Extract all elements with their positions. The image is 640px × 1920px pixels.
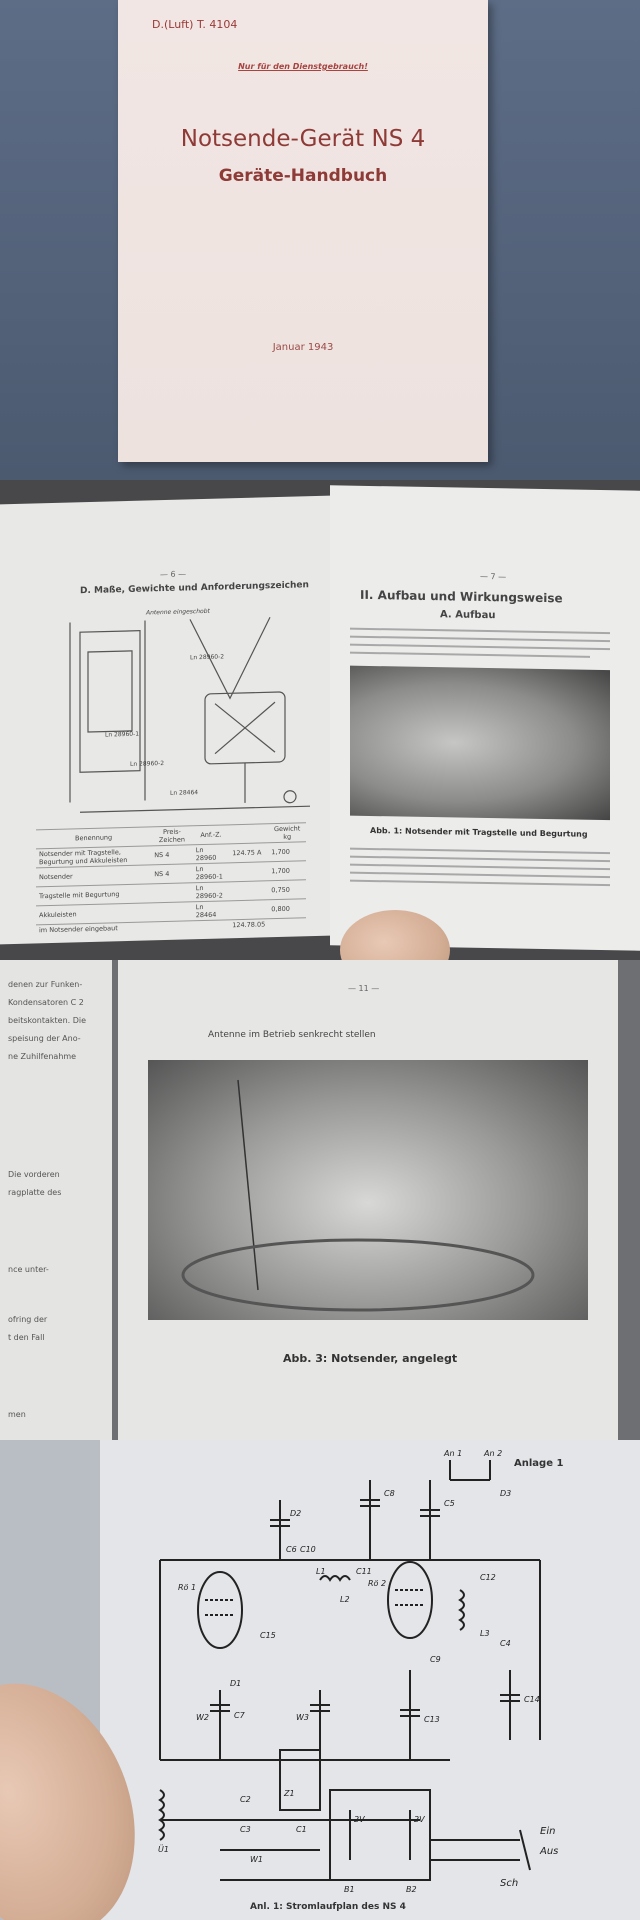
figure-caption: Abb. 1: Notsender mit Tragstelle und Begurtung [370,825,588,839]
dimension-diagram [40,596,320,828]
table-header: Anf.-Z. [193,825,229,845]
component-label: C5 [444,1499,455,1508]
section-heading: A. Aufbau [440,609,496,622]
diagram-label: Ln 28960-2 [190,653,225,662]
switch-label: Sch [500,1878,519,1889]
page-number: — 7 — [480,571,507,582]
component-label: C4 [500,1639,511,1648]
component-label: C12 [480,1573,496,1582]
component-label: Ü1 [158,1845,169,1854]
component-label: D2 [290,1509,302,1518]
table-row: Notsender NS 4 Ln 28960-1 1,700 [36,861,306,887]
component-label: C14 [524,1695,540,1704]
component-label: W3 [296,1713,309,1722]
component-label: C10 [300,1545,316,1554]
component-label: An 1 [444,1449,463,1458]
photo-circuit-diagram [0,1440,640,1920]
right-page [118,960,618,1440]
diagram-label: Ln 28464 [169,789,199,797]
component-label: W1 [250,1855,263,1864]
table-header: Preis-Zeichen [151,826,193,846]
restriction-note: Nur für den Dienstgebrauch! [238,62,368,71]
schematic-sheet [100,1440,640,1920]
component-label: D1 [230,1679,242,1688]
component-label: L2 [340,1595,350,1604]
section-heading: D. Maße, Gewichte und Anforderungszeichen [80,580,309,597]
antenna-drawing [148,1060,588,1320]
left-page-fragment: denen zur Funken- Kondensatoren C 2 beitskontakten. Die speisung der Ano- ne Zuhilfenahme Die vorderen ragplatte des nce unter- ofring der t den Fall men [0,960,112,1440]
illustration-note: Antenne im Betrieb senkrecht stellen [208,1030,376,1040]
circuit-diagram [100,1440,640,1920]
component-label: C3 [240,1825,251,1834]
annex-label: Anlage 1 [514,1458,564,1469]
table-row: im Notsender eingebaut 124.78.05 [36,918,306,936]
component-label: C15 [260,1631,276,1640]
right-page [330,485,640,950]
component-label: L3 [480,1629,490,1638]
component-label: B1 [344,1885,355,1894]
manual-title: Notsende-Gerät NS 4 [180,126,426,152]
component-label: C13 [424,1715,440,1724]
component-label: 2V [414,1815,425,1824]
diagram-label: Ln 28960-2 [130,760,165,768]
component-label: L1 [316,1567,326,1576]
table-row: Notsender mit Tragstelle, Begurtung und Akkuleisten NS 4 Ln 28960 124.75 A 1,700 [36,842,306,868]
component-label: W2 [196,1713,209,1722]
component-label: Z1 [284,1789,295,1798]
component-label: Rö 1 [178,1583,197,1592]
component-label: C7 [234,1711,245,1720]
switch-label: Ein [540,1826,556,1837]
manual-subtitle: Geräte-Handbuch [218,166,388,186]
component-label: 2V [354,1815,365,1824]
document-code: D.(Luft) T. 4104 [152,18,238,31]
component-label: C8 [384,1489,395,1498]
component-label: An 2 [484,1449,503,1458]
table-header: Benennung [36,827,151,849]
photo-cover [0,0,640,480]
table-row: Akkuleisten Ln 28464 0,800 [36,899,306,925]
photo-illustration-page [0,960,640,1440]
photo-spread-dimensions [0,480,640,960]
figure-caption: Anl. 1: Stromlaufplan des NS 4 [250,1902,406,1912]
component-label: D3 [500,1489,512,1498]
component-label: C2 [240,1795,251,1804]
component-label: C1 [296,1825,307,1834]
page-number: — 11 — [348,984,380,993]
component-label: C9 [430,1655,441,1664]
component-label: C6 [286,1545,297,1554]
switch-label: Aus [540,1846,559,1857]
diagram-label: Ln 28960-1 [104,730,140,739]
publication-date: Januar 1943 [272,342,334,353]
figure-caption: Abb. 3: Notsender, angelegt [283,1352,458,1365]
table-row: Tragstelle mit Begurtung Ln 28960-2 0,750 [36,880,306,906]
component-label: B2 [406,1885,417,1894]
component-label: Rö 2 [368,1579,387,1588]
chapter-heading: II. Aufbau und Wirkungsweise [360,587,563,606]
component-label: C11 [356,1567,372,1576]
device-photo [350,666,610,821]
dimensions-table [36,822,306,935]
diagram-label: Antenne eingeschobt [146,607,210,617]
table-header: Gewicht kg [268,823,306,843]
manual-cover [118,0,488,462]
page-number: — 6 — [160,569,187,580]
left-page [0,496,330,945]
